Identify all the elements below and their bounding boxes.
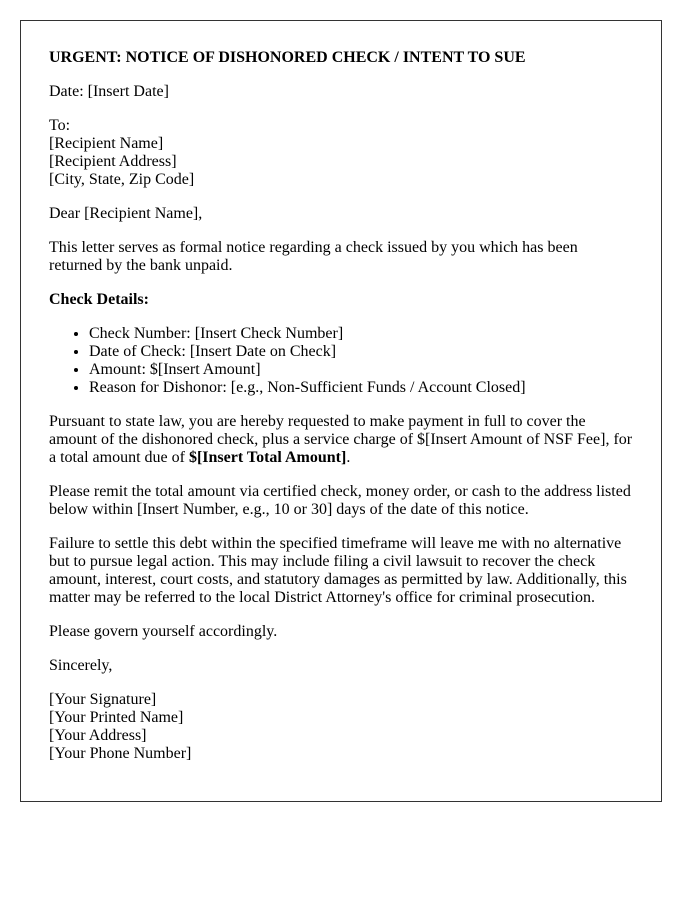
date-line: Date: [Insert Date] [49,83,169,100]
check-detail-item: • Check Number: [Insert Check Number] [89,325,633,343]
check-details-heading: Check Details: [49,291,149,308]
total-amount-due: $[Insert Total Amount] [188,449,347,466]
recipient-address: [Recipient Address] [49,153,177,170]
check-detail-item: • Date of Check: [Insert Date on Check] [89,343,633,361]
closing-remark: Please govern yourself accordingly. [49,623,278,640]
sender-block [49,691,633,763]
remit-instructions-paragraph: Please remit the total amount via certified check, money order, or cash to the address listed below within [Insert Number, e.g., 10 or 30] days of the date of this notice. [49,483,631,518]
recipient-block [49,117,633,189]
sender-address: [Your Address] [49,727,147,744]
to-label: To: [49,117,71,134]
sign-off: Sincerely, [49,657,113,674]
recipient-city-state-zip: [City, State, Zip Code] [49,171,195,188]
payment-request-end: . [346,449,351,466]
consequences-paragraph: Failure to settle this debt within the specified timeframe will leave me with no alternative but to pursue legal action. This may include filing a civil lawsuit to recover the check amount, interest, court costs, and statutory damages as permitted by law. Additionally, this matter may be referred to the local District Attorney's office for criminal prosecution. [49,535,627,606]
check-detail-item: • Amount: $[Insert Amount] [89,361,633,379]
check-detail-item: • Reason for Dishonor: [e.g., Non-Sufficient Funds / Account Closed] [89,379,633,397]
intro-paragraph: This letter serves as formal notice regarding a check issued by you which has been returned by the bank unpaid. [49,239,578,274]
payment-request-paragraph [49,413,633,467]
sender-phone: [Your Phone Number] [49,745,192,762]
payment-request-text: Pursuant to state law, you are hereby requested to make payment in full to cover the amount of the dishonored check, plus a service charge of $[Insert Amount of NSF Fee], for a total amount due of [49,413,633,466]
salutation: Dear [Recipient Name], [49,205,203,222]
letter-title: URGENT: NOTICE OF DISHONORED CHECK / INTENT TO SUE [49,49,526,66]
letter-document [20,20,662,802]
sender-signature: [Your Signature] [49,691,157,708]
sender-printed-name: [Your Printed Name] [49,709,184,726]
recipient-name: [Recipient Name] [49,135,164,152]
check-details-list [49,325,633,397]
